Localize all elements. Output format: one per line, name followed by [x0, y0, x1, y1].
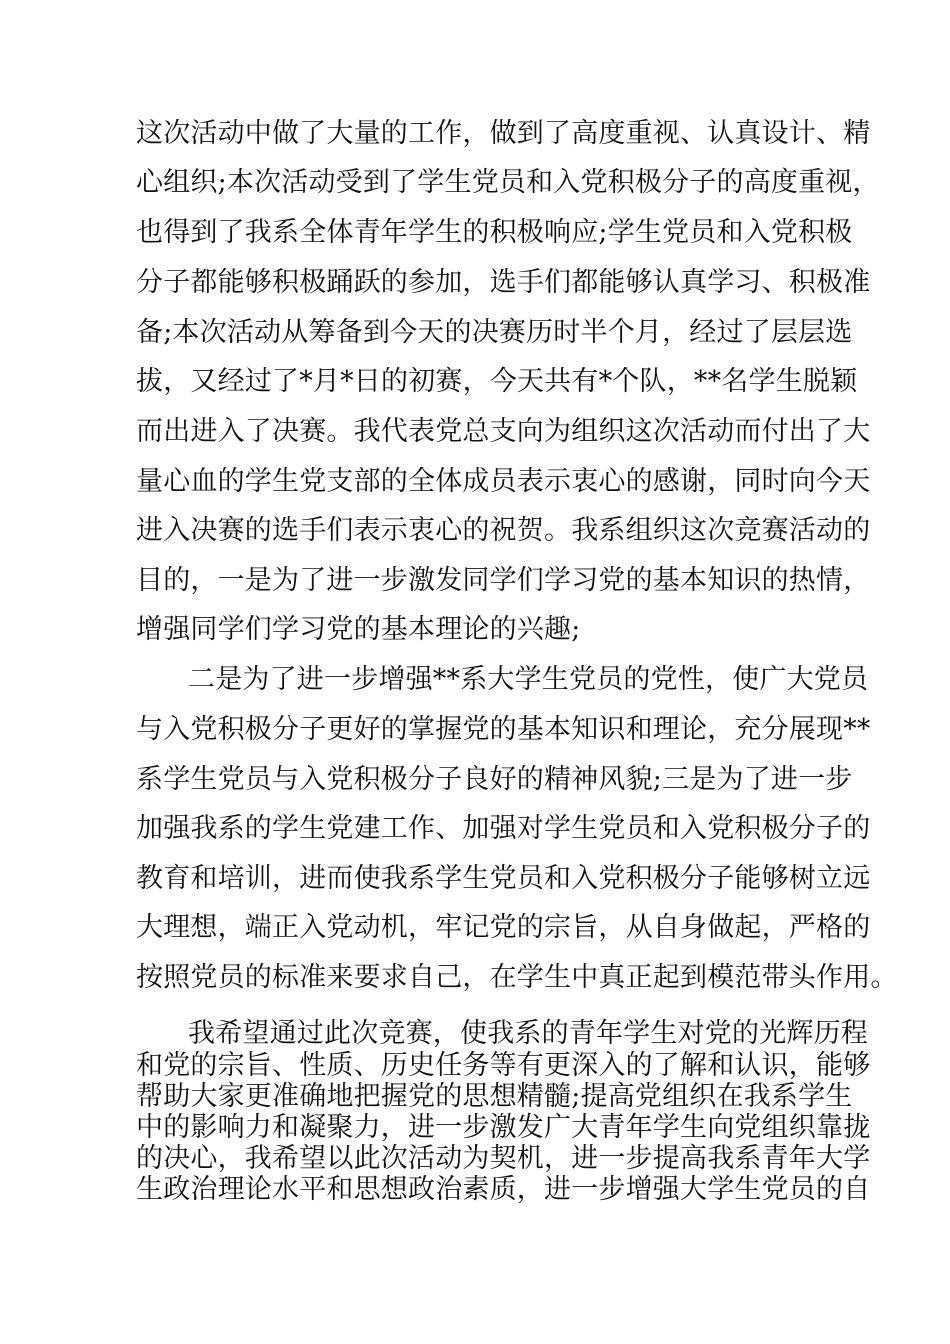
text-line: 而出进入了决赛。我代表党总支向为组织这次活动而付出了大: [136, 416, 871, 447]
text-line: 增强同学们学习党的基本理论的兴趣;: [136, 614, 581, 645]
text-line: 中的影响力和凝聚力，进一步激发广大青年学生向党组织靠拢: [136, 1112, 871, 1143]
text-line: 系学生党员与入党积极分子良好的精神风貌;三是为了进一步: [136, 764, 853, 795]
text-line: 生政治理论水平和思想政治素质，进一步增强大学生党员的自: [136, 1174, 871, 1205]
text-line: 我希望通过此次竞赛，使我系的青年学生对党的光辉历程: [188, 1018, 868, 1049]
text-line: 目的，一是为了进一步激发同学们学习党的基本知识的热情，: [136, 565, 871, 596]
text-line: 加强我系的学生党建工作、加强对学生党员和入党积极分子的: [136, 813, 871, 844]
text-line: 也得到了我系全体青年学生的积极响应;学生党员和入党积极: [136, 217, 853, 248]
text-line: 进入决赛的选手们表示衷心的祝贺。我系组织这次竞赛活动的: [136, 515, 871, 546]
text-line: 按照党员的标准来要求自己，在学生中真正起到模范带头作用。: [136, 962, 898, 993]
text-line: 二是为了进一步增强**系大学生党员的党性，使广大党员: [188, 664, 869, 695]
text-line: 拔，又经过了*月*日的初赛，今天共有*个队，**名学生脱颖: [136, 366, 858, 397]
text-line: 的决心，我希望以此次活动为契机，进一步提高我系青年大学: [136, 1143, 871, 1174]
text-line: 心组织;本次活动受到了学生党员和入党积极分子的高度重视，: [136, 167, 880, 198]
text-line: 大理想，端正入党动机，牢记党的宗旨，从自身做起，严格的: [136, 912, 871, 943]
text-line: 与入党积极分子更好的掌握党的基本知识和理论，充分展现**: [136, 714, 871, 745]
text-line: 量心血的学生党支部的全体成员表示衷心的感谢，同时向今天: [136, 466, 871, 497]
text-line: 教育和培训，进而使我系学生党员和入党积极分子能够树立远: [136, 863, 871, 894]
text-line: 备;本次活动从筹备到今天的决赛历时半个月，经过了层层选: [136, 317, 853, 348]
text-line: 和党的宗旨、性质、历史任务等有更深入的了解和认识，能够: [136, 1050, 871, 1081]
text-line: 分子都能够积极踊跃的参加，选手们都能够认真学习、积极准: [136, 267, 871, 298]
text-line: 帮助大家更准确地把握党的思想精髓;提高党组织在我系学生: [136, 1081, 853, 1112]
text-line: 这次活动中做了大量的工作，做到了高度重视、认真设计、精: [136, 118, 871, 149]
